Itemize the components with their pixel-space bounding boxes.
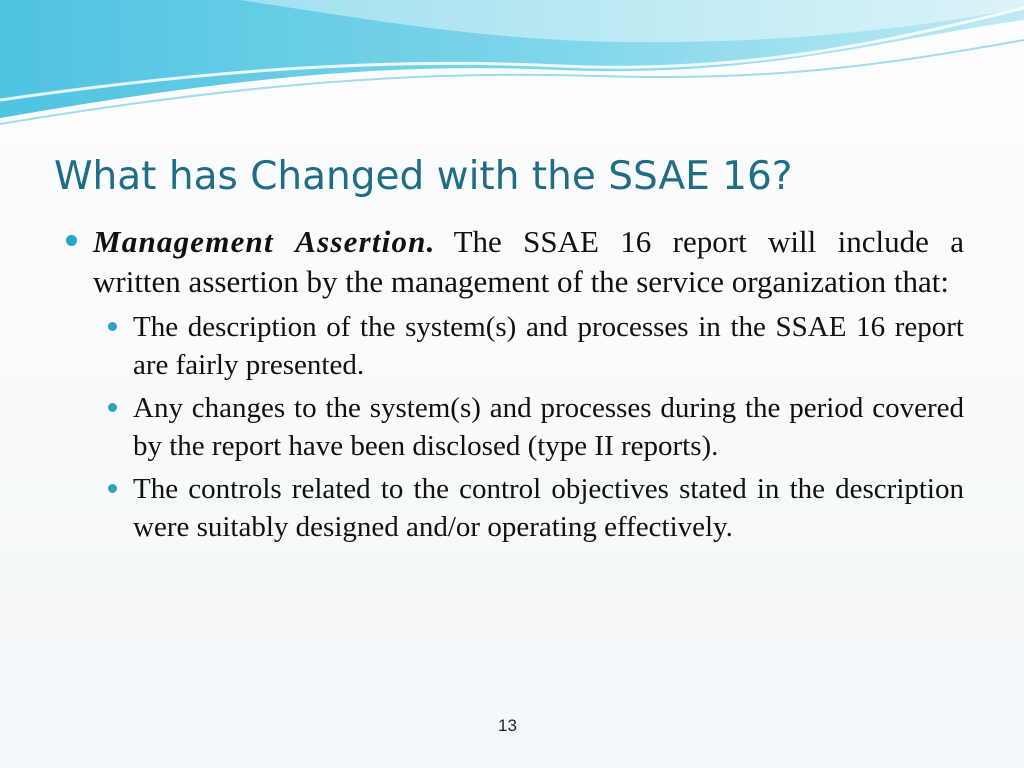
main-bullet-point xyxy=(64,222,964,302)
sub-bullet-point xyxy=(104,390,964,465)
bullet-icon xyxy=(108,484,117,493)
main-point-text: The SSAE 16 report will include a written assertion by the management of the service organization that: xyxy=(93,224,965,299)
bullet-icon xyxy=(108,322,117,331)
main-point-lead: Management Assertion. xyxy=(93,224,436,259)
slide-body xyxy=(64,222,964,552)
slide-title: What has Changed with the SSAE 16? xyxy=(54,154,793,199)
page-number: 13 xyxy=(498,716,517,735)
sub-point-text: Any changes to the system(s) and processes during the period covered by the report have been disclosed (type II reports). xyxy=(133,392,964,462)
bullet-icon xyxy=(108,403,117,412)
sub-point-text: The controls related to the control objectives stated in the description were suitably designed and/or operating effectively. xyxy=(133,473,964,543)
sub-point-text: The description of the system(s) and processes in the SSAE 16 report are fairly presented. xyxy=(133,311,964,381)
sub-bullet-point xyxy=(104,309,964,384)
sub-bullet-point xyxy=(104,471,964,546)
bullet-icon xyxy=(66,235,77,246)
sub-bullet-list xyxy=(104,309,964,546)
decorative-wave-header xyxy=(0,0,1024,130)
